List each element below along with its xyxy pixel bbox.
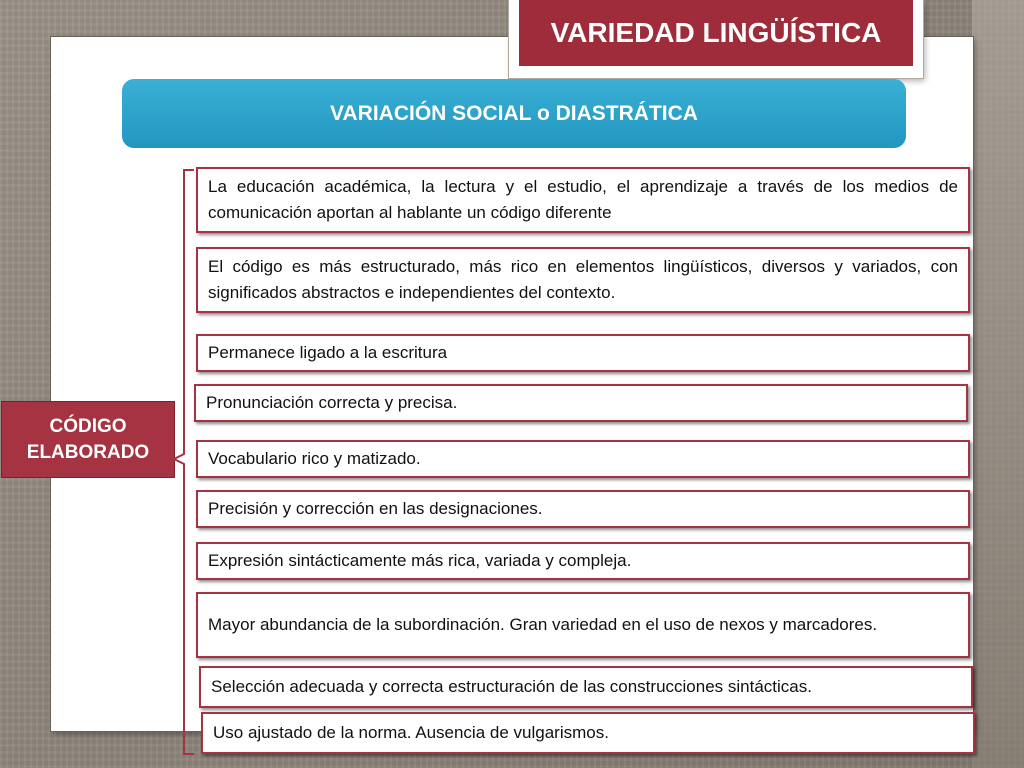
list-item [196, 440, 970, 478]
list-item [196, 247, 970, 313]
list-item-text: Selección adecuada y correcta estructuración de las construcciones sintácticas. [211, 677, 812, 696]
list-item-text: Precisión y corrección en las designaciones. [208, 499, 543, 518]
list-item [201, 712, 975, 754]
code-label: CÓDIGO ELABORADO [26, 415, 150, 463]
section-subtitle: VARIACIÓN SOCIAL o DIASTRÁTICA [122, 79, 906, 148]
list-item-text: El código es más estructurado, más rico en elementos lingüísticos, diversos y variados, con significados abstractos e independientes del contexto. [208, 257, 958, 302]
list-item-text: Permanece ligado a la escritura [208, 343, 448, 362]
list-item-text: Uso ajustado de la norma. Ausencia de vulgarismos. [213, 723, 609, 742]
list-item-text: La educación académica, la lectura y el estudio, el aprendizaje a través de los medios de comunicación aportan al hablante un código diferente [208, 177, 958, 222]
code-label-box [1, 401, 175, 478]
list-item [196, 167, 970, 233]
list-item [199, 666, 973, 708]
list-item [196, 592, 970, 658]
list-item [194, 384, 968, 422]
list-item-text: Pronunciación correcta y precisa. [206, 393, 458, 412]
list-item [196, 542, 970, 580]
list-item-text: Vocabulario rico y matizado. [208, 449, 421, 468]
list-item-text: Expresión sintácticamente más rica, variada y compleja. [208, 551, 632, 570]
list-item-text: Mayor abundancia de la subordinación. Gran variedad en el uso de nexos y marcadores. [208, 615, 878, 634]
list-item [196, 334, 970, 372]
slide-title: VARIEDAD LINGÜÍSTICA [519, 0, 913, 66]
list-item [196, 490, 970, 528]
background-decoration [972, 0, 1024, 768]
brace-connector [172, 168, 198, 756]
